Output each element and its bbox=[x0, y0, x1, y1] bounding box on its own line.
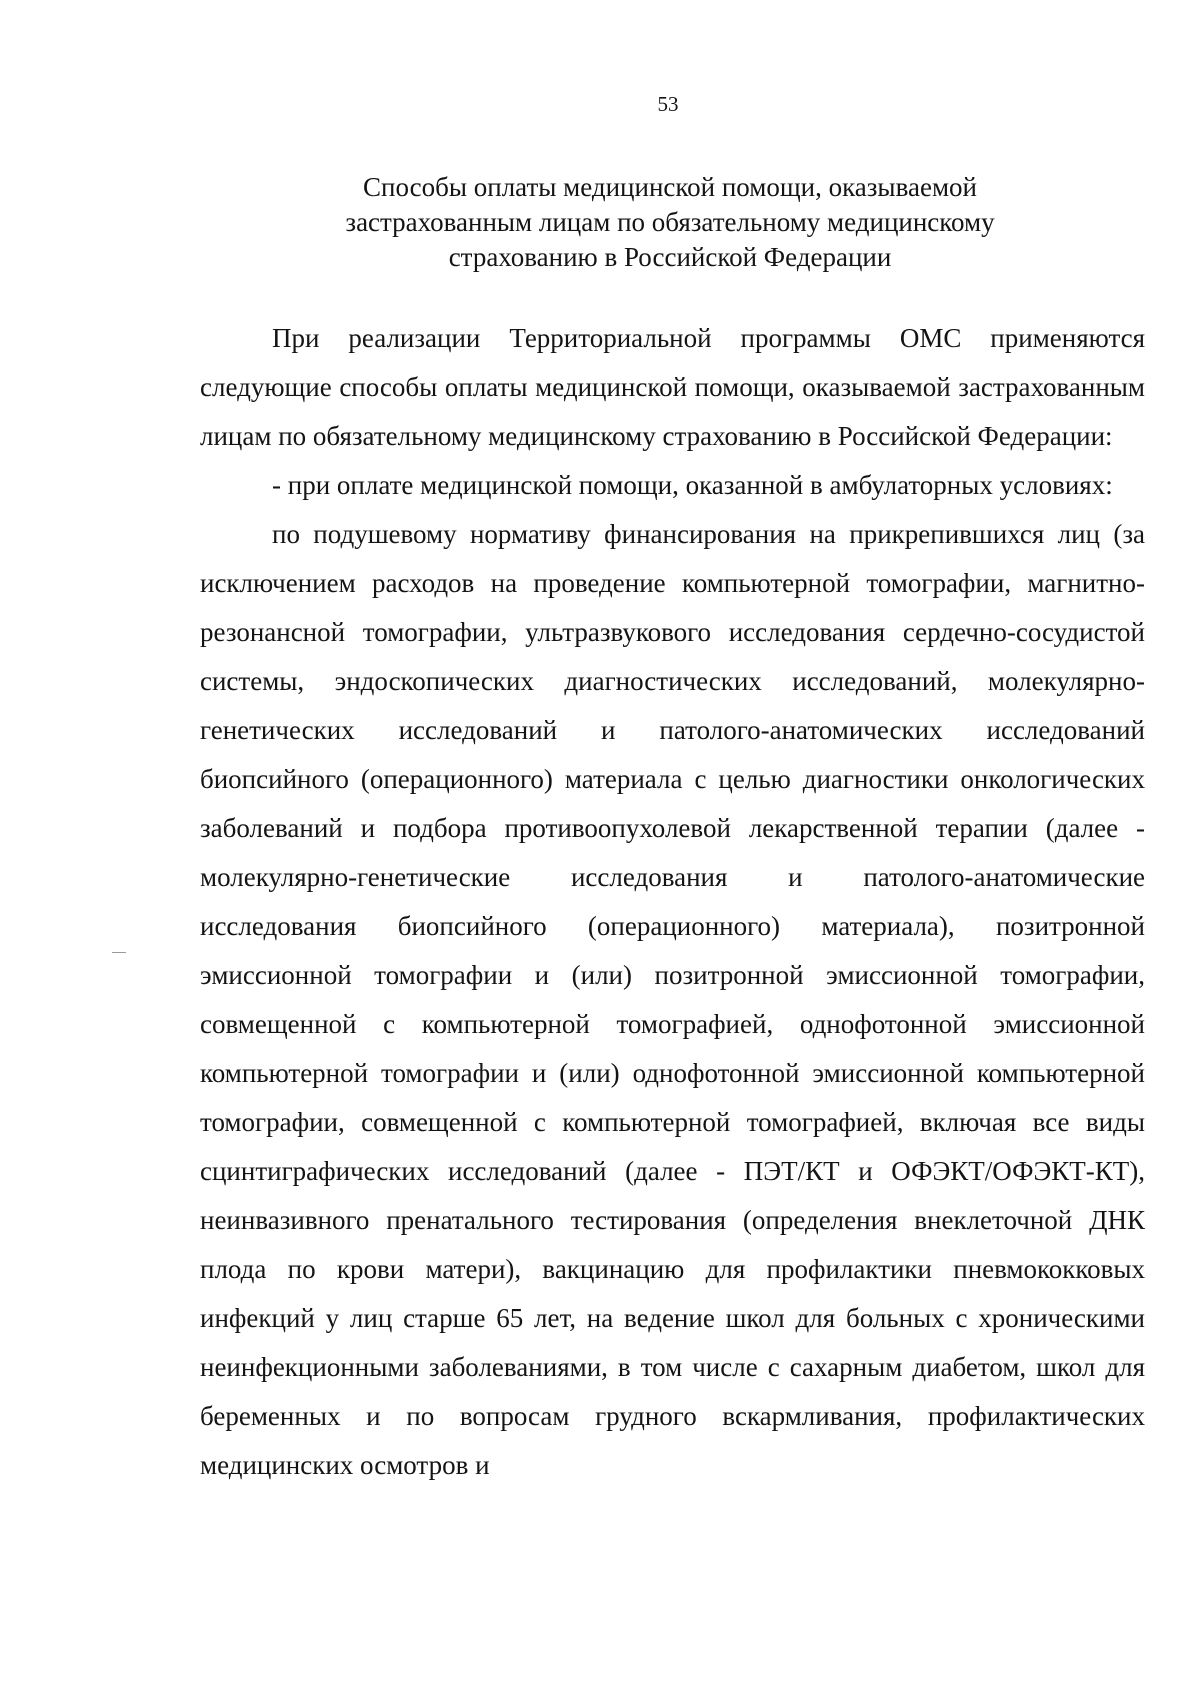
body-paragraph: - при оплате медицинской помощи, оказанной в амбулаторных условиях: bbox=[272, 470, 1113, 500]
page-number: 53 bbox=[657, 92, 679, 116]
title-line: застрахованным лицам по обязательному медицинскому bbox=[345, 207, 995, 237]
document-title bbox=[250, 170, 1090, 275]
title-line: Способы оплаты медицинской помощи, оказываемой bbox=[363, 172, 977, 202]
title-line: страхованию в Российской Федерации bbox=[448, 242, 892, 272]
body-paragraph: по подушевому нормативу финансирования на прикрепившихся лиц (за исключением расходов на проведение компьютерной томографии, магнитно-резонансной томографии, ультразвукового исследования сердечно-сосудистой системы, эндоскопических диагностических исследований, молекулярно-генетических исследований и патолого-анатомических исследований биопсийного (операционного) материала с целью диагностики онкологических заболеваний и подбора противоопухолевой лекарственной терапии (далее - молекулярно-генетические исследования и патолого-анатомические исследования биопсийного (операционного) материала), позитронной эмиссионной томографии и (или) позитронной эмиссионной томографии, совмещенной с компьютерной томографией, однофотонной эмиссионной компьютерной томографии и (или) однофотонной эмиссионной компьютерной томографии, совмещенной с компьютерной томографией, включая все виды сцинтиграфических исследований (далее - ПЭТ/КТ и ОФЭКТ/ОФЭКТ-КТ), неинвазивного пренатального тестирования (определения внеклеточной ДНК плода по крови матери), вакцинацию для профилактики пневмококковых инфекций у лиц старше 65 лет, на ведение школ для больных с хроническими неинфекционными заболеваниями, в том числе с сахарным диабетом, школ для беременных и по вопросам грудного вскармливания, профилактических медицинских осмотров и bbox=[200, 519, 1145, 1480]
scan-artifact-mark bbox=[112, 952, 126, 953]
body-paragraph: При реализации Территориальной программы ОМС применяются следующие способы оплаты медицинской помощи, оказываемой застрахованным лицам по обязательному медицинскому страхованию в Российской Федерации: bbox=[200, 323, 1145, 451]
document-body bbox=[200, 314, 1145, 1490]
